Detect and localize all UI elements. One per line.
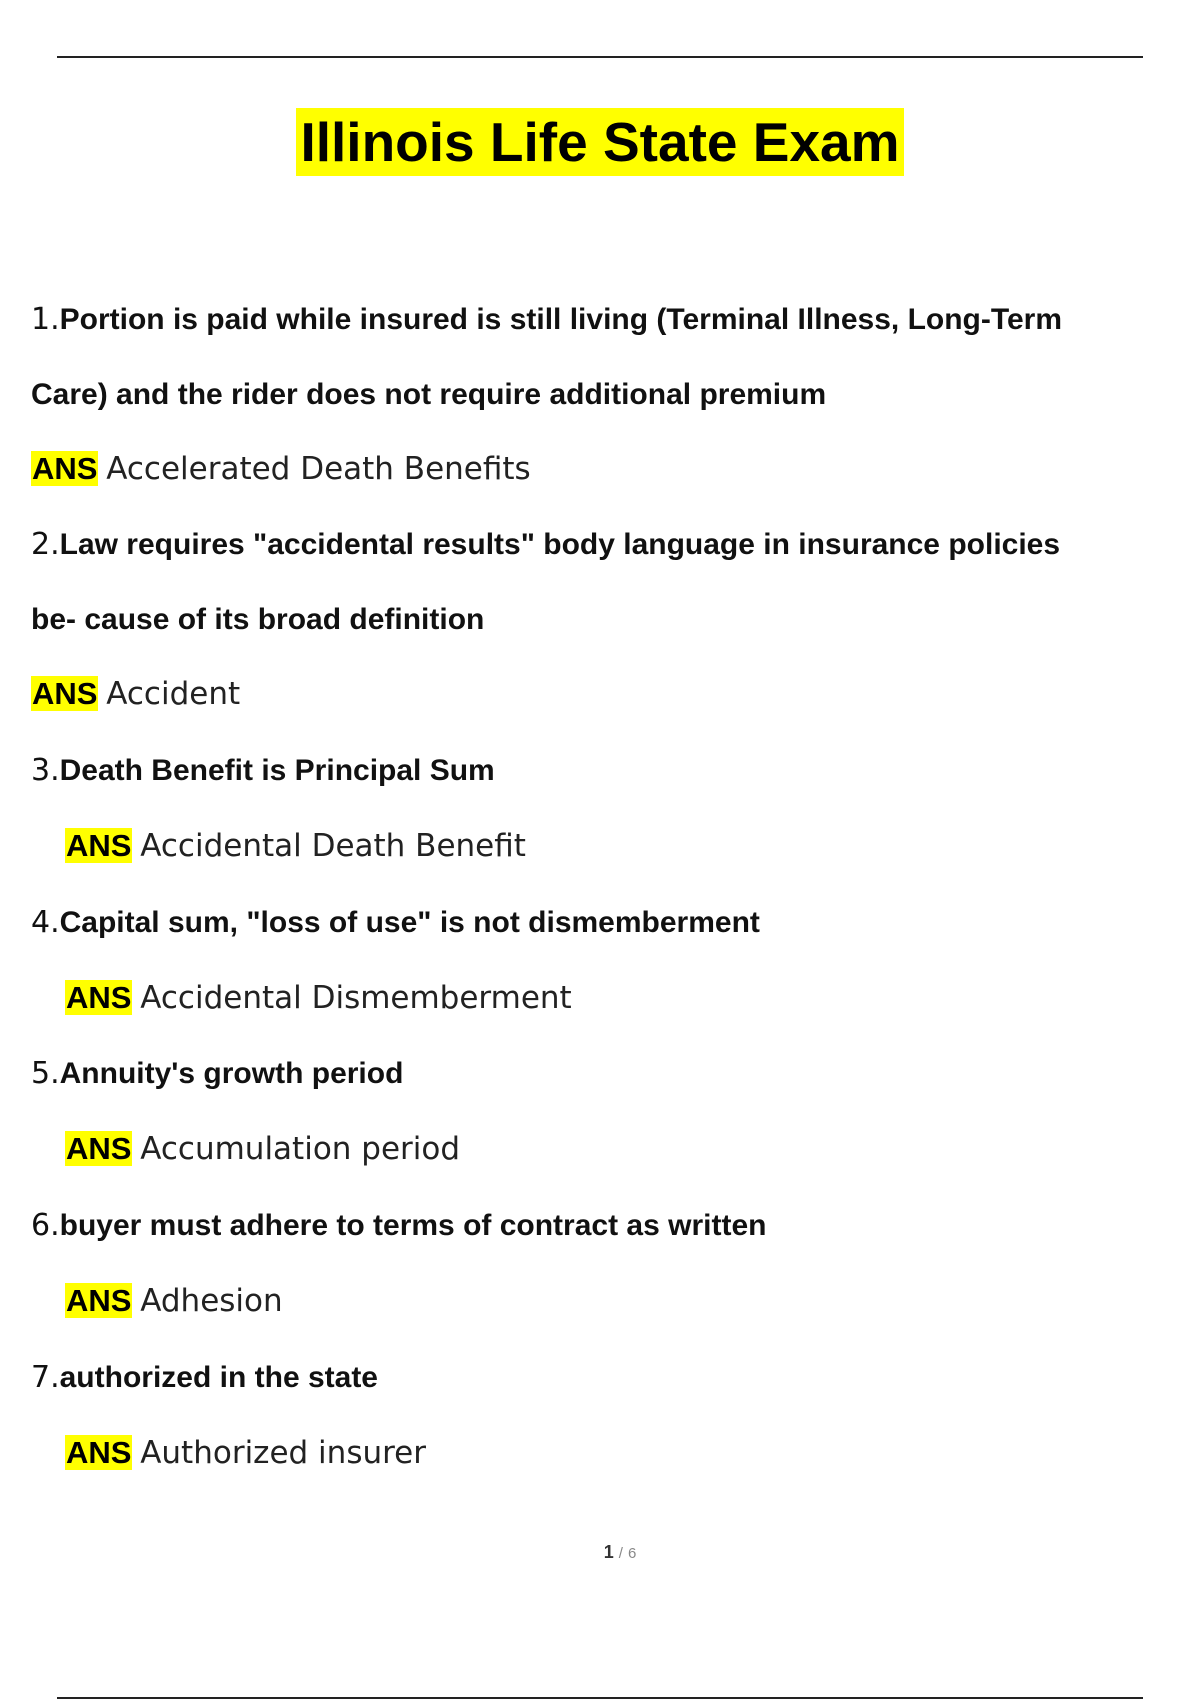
total-pages: 6 [627,1545,637,1562]
answer-7 [65,1415,426,1491]
question-1-line-1 [31,282,1171,357]
question-number: 6. [31,1208,60,1243]
question-text: Portion is paid while insured is still living (Terminal Illness, Long-Term [59,303,1063,336]
question-text: Law requires "accidental results" body language in insurance policies [59,528,1061,561]
question-5 [31,1036,1171,1111]
question-text: Death Benefit is Principal Sum [59,754,495,787]
current-page: 1 [603,1542,614,1562]
question-number: 5. [31,1056,60,1091]
question-text: buyer must adhere to terms of contract as written [59,1209,767,1242]
bottom-divider [57,1697,1143,1699]
question-1-line-2: Care) and the rider does not require additional premium [31,378,827,411]
question-2-line-1 [31,507,1171,582]
title-container [0,108,1200,176]
page-separator: / [618,1545,623,1562]
answer-text: Adhesion [140,1283,283,1319]
answer-text: Accumulation period [140,1131,461,1167]
answer-tag: ANS [66,828,132,863]
answer-tag: ANS [66,980,132,1015]
answer-1 [31,431,531,507]
answer-text: Accident [106,676,241,712]
question-6 [31,1188,1171,1263]
top-divider [57,56,1143,58]
question-number: 4. [31,905,60,940]
question-number: 7. [31,1360,60,1395]
question-number: 2. [31,527,60,562]
question-4 [31,885,1171,960]
question-2-line-2: be- cause of its broad definition [31,603,485,636]
answer-text: Authorized insurer [140,1435,426,1471]
answer-tag: ANS [66,1131,132,1166]
question-text: Annuity's growth period [59,1057,404,1090]
question-number: 1. [31,302,60,337]
page-indicator [0,1542,1200,1563]
answer-5 [65,1111,460,1187]
answer-2 [31,656,240,732]
question-text: Capital sum, "loss of use" is not dismemberment [59,906,760,939]
answer-tag: ANS [32,676,98,711]
answer-text: Accidental Death Benefit [140,828,526,864]
answer-tag: ANS [32,451,98,486]
answer-4 [65,960,572,1036]
question-number: 3. [31,753,60,788]
question-text: authorized in the state [59,1361,378,1394]
answer-tag: ANS [66,1435,132,1470]
question-3 [31,733,1171,808]
answer-text: Accelerated Death Benefits [106,451,531,487]
question-7 [31,1340,1171,1415]
document-title: Illinois Life State Exam [296,108,903,176]
answer-3 [65,808,526,884]
answer-tag: ANS [66,1283,132,1318]
answer-text: Accidental Dismemberment [140,980,572,1016]
answer-6 [65,1263,283,1339]
